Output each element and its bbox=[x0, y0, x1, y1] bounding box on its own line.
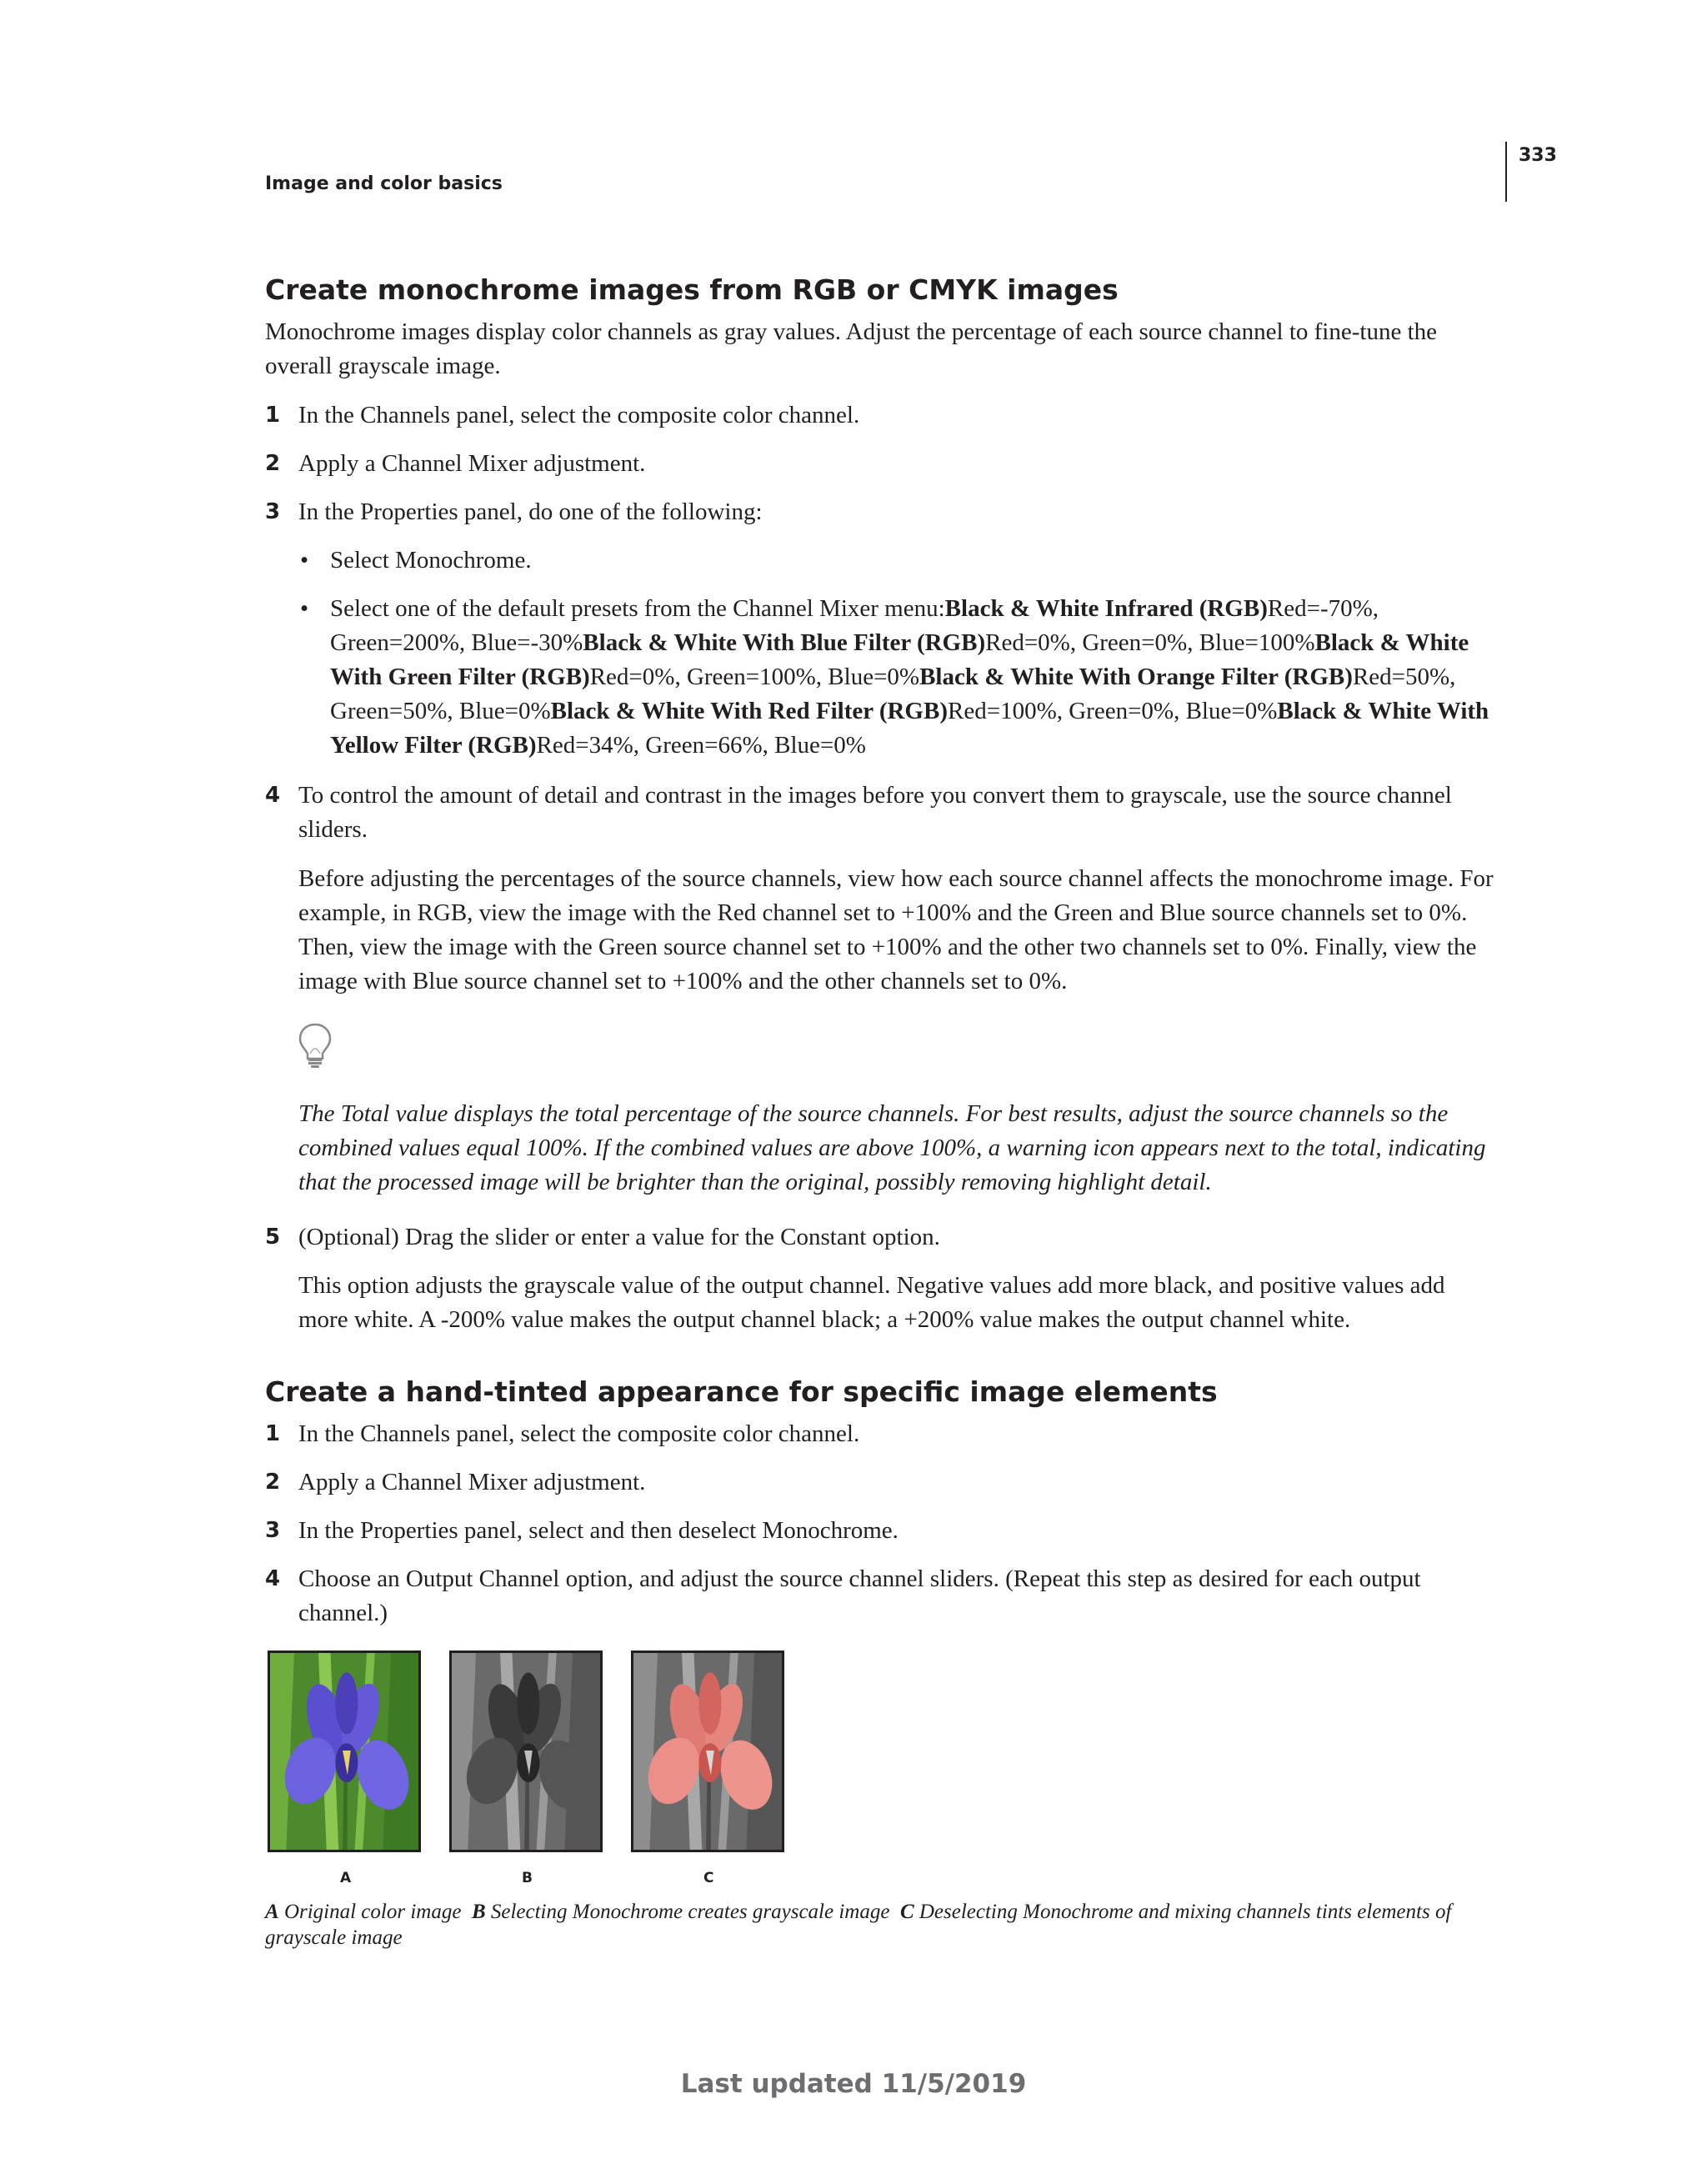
step-3 bbox=[265, 495, 1499, 529]
step-text: Choose an Output Channel option, and adjust the source channel sliders. (Repeat this step as desired for each output channel.) bbox=[298, 1565, 1421, 1626]
step-4-detail: Before adjusting the percentages of the source channels, view how each source channel affects the monochrome image. For example, in RGB, view the image with the Red channel set to +100% and the Green and Blue source channels set to 0%. Then, view the image with the Green source channel set to +100% and the other two channels set to 0%. Finally, view the image with Blue source channel set to +100% and the other channels set to 0%. bbox=[298, 865, 1494, 994]
figure-a-original-color-image bbox=[268, 1651, 421, 1852]
caption-letter: C bbox=[899, 1901, 914, 1923]
preset-values: Red=0%, Green=0%, Blue=100% bbox=[985, 629, 1315, 656]
caption-letter: B bbox=[471, 1901, 486, 1923]
step-4 bbox=[265, 779, 1499, 847]
figure-label-b: B bbox=[522, 1870, 533, 1886]
caption-letter: A bbox=[265, 1901, 279, 1923]
tip-text: The Total value displays the total percentage of the source channels. For best results, adjust the source channels so the combined values equal 100%. If the combined values are above 100%, a warning icon appears next to the total, indicating that the processed image will be brighter than the original, possibly removing highlight detail. bbox=[298, 1100, 1486, 1195]
preset-name: Black & White With Green Filter (RGB) bbox=[330, 629, 1469, 690]
step-5 bbox=[265, 1220, 1499, 1255]
iris-tinted-photo bbox=[633, 1653, 782, 1850]
step-text: In the Properties panel, select and then deselect Monochrome. bbox=[298, 1517, 899, 1544]
preset-values: Red=-70%, Green=200%, Blue=-30% bbox=[330, 595, 1379, 656]
header-divider bbox=[1505, 142, 1507, 202]
bullet-select-monochrome bbox=[298, 543, 1499, 578]
step-text: To control the amount of detail and contrast in the images before you convert them to grayscale, use the source channel sliders. bbox=[298, 782, 1452, 843]
preset-name: Black & White With Red Filter (RGB) bbox=[550, 698, 948, 724]
figure-label-c: C bbox=[703, 1870, 714, 1886]
bullet-text: Select Monochrome. bbox=[330, 547, 532, 574]
footer-last-updated: Last updated 11/5/2019 bbox=[680, 2069, 1027, 2099]
figure-b-grayscale-image bbox=[449, 1651, 603, 1852]
caption-text: Original color image bbox=[283, 1901, 462, 1923]
step-5-detail: This option adjusts the grayscale value of the output channel. Negative values add more black, and positive values add more white. A -200% value makes the output channel black; a +200% value makes the output channel white. bbox=[298, 1272, 1445, 1333]
figure-label-a: A bbox=[340, 1870, 352, 1886]
step-text: In the Channels panel, select the composite color channel. bbox=[298, 1420, 860, 1447]
iris-color-photo bbox=[270, 1653, 418, 1850]
step-number: 4 bbox=[265, 783, 281, 808]
preset-name: Black & White Infrared (RGB) bbox=[944, 595, 1268, 622]
bullet-dot: • bbox=[300, 595, 309, 622]
section-heading-hand-tinted: Create a hand-tinted appearance for specific image elements bbox=[265, 1375, 1218, 1408]
step-number: 5 bbox=[265, 1225, 281, 1250]
section-heading-monochrome: Create monochrome images from RGB or CMYK images bbox=[265, 273, 1119, 306]
figure-c-tinted-image bbox=[631, 1651, 784, 1852]
step-text: Apply a Channel Mixer adjustment. bbox=[298, 1469, 646, 1495]
bullet-presets bbox=[298, 592, 1499, 763]
preset-values: Red=100%, Green=0%, Blue=0% bbox=[948, 698, 1278, 724]
step-number: 2 bbox=[265, 451, 281, 476]
preset-values: Red=0%, Green=100%, Blue=0% bbox=[589, 664, 920, 690]
preset-name: Black & White With Blue Filter (RGB) bbox=[583, 629, 986, 656]
preset-values: Red=34%, Green=66%, Blue=0% bbox=[536, 732, 866, 759]
caption-text: Selecting Monochrome creates grayscale image bbox=[490, 1901, 890, 1923]
step-number: 2 bbox=[265, 1470, 281, 1495]
step-text: In the Properties panel, do one of the following: bbox=[298, 498, 763, 525]
preset-name: Black & White With Orange Filter (RGB) bbox=[919, 664, 1353, 690]
step-1 bbox=[265, 398, 1499, 433]
running-header: Image and color basics bbox=[265, 173, 503, 194]
step-number: 4 bbox=[265, 1566, 281, 1591]
step-1 bbox=[265, 1417, 1499, 1451]
bullet-dot: • bbox=[300, 547, 309, 574]
figure-caption bbox=[265, 1899, 1499, 1951]
caption-text: Deselecting Monochrome and mixing channels tints elements of grayscale image bbox=[265, 1901, 1452, 1949]
step-2 bbox=[265, 1465, 1499, 1500]
preset-lead: Select one of the default presets from the Channel Mixer menu: bbox=[330, 595, 945, 622]
step-4 bbox=[265, 1562, 1499, 1630]
preset-values: Red=50%, Green=50%, Blue=0% bbox=[330, 664, 1456, 724]
section-intro: Monochrome images display color channels as gray values. Adjust the percentage of each source channel to fine-tune the overall grayscale image. bbox=[265, 318, 1438, 379]
step-2 bbox=[265, 447, 1499, 481]
step-number: 1 bbox=[265, 403, 281, 428]
step-number: 1 bbox=[265, 1421, 281, 1446]
step-3 bbox=[265, 1514, 1499, 1548]
page-number: 333 bbox=[1519, 145, 1557, 166]
step-text: (Optional) Drag the slider or enter a value for the Constant option. bbox=[298, 1224, 940, 1250]
step-text: In the Channels panel, select the composite color channel. bbox=[298, 402, 860, 428]
iris-grayscale-photo bbox=[452, 1653, 600, 1850]
step-text: Apply a Channel Mixer adjustment. bbox=[298, 450, 646, 477]
step-number: 3 bbox=[265, 499, 281, 524]
step-number: 3 bbox=[265, 1518, 281, 1543]
preset-name: Black & White With Yellow Filter (RGB) bbox=[330, 698, 1489, 759]
lightbulb-icon bbox=[297, 1022, 333, 1070]
